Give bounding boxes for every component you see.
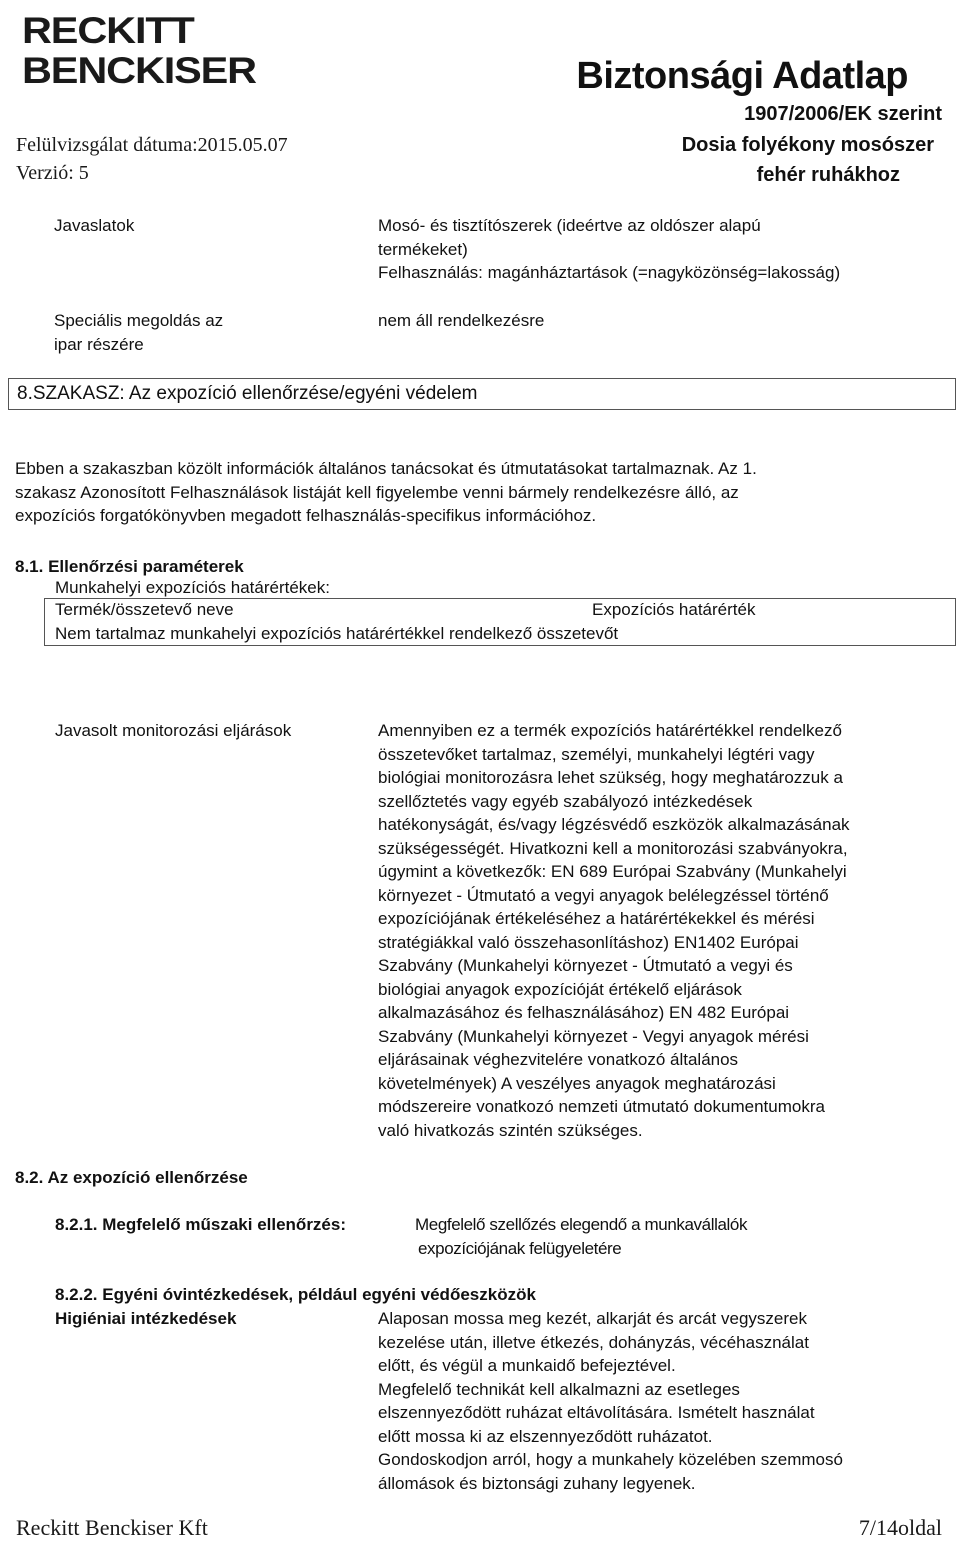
monitoring-line: úgymint a következők: EN 689 Európai Szabvány (Munkahelyi [378, 862, 847, 881]
regulation: 1907/2006/EK szerint [744, 103, 942, 125]
monitoring-line: hatékonyságát, és/vagy légzésvédő eszközök alkalmazásának [378, 815, 850, 834]
logo-line1: RECKITT [22, 10, 194, 51]
monitoring-line: biológiai monitorozásra lehet szükség, hogy meghatározzuk a [378, 768, 843, 787]
hygiene-line: elszennyeződött ruházat eltávolítására. Ismételt használat [378, 1403, 815, 1422]
monitoring-line: Szabvány (Munkahelyi környezet - Vegyi anyagok mérési [378, 1026, 809, 1046]
monitoring-line: szellőztetés vagy egyéb szabályozó intézkedések [378, 791, 753, 811]
industry-label [54, 309, 223, 356]
recommendations-value [378, 214, 840, 285]
ppe-heading: 8.2.2. Egyéni óvintézkedések, például egyéni védőeszközök [55, 1285, 536, 1304]
intro-line: Ebben a szakaszban közölt információk általános tanácsokat és útmutatásokat tartalmaznak. Az 1. [15, 459, 757, 478]
hygiene-line: kezelése után, illetve étkezés, dohányzás, vécéhasználat [378, 1332, 809, 1352]
monitoring-line: biológiai anyagok expozícióját értékelő eljárások [378, 979, 742, 999]
recommendations-line: termékeket) [378, 239, 468, 259]
intro-line: expozíciós forgatókönyvben megadott felhasználás-specifikus információhoz. [15, 506, 597, 525]
monitoring-line: stratégiákkal való összehasonlításhoz) EN1402 Európai [378, 932, 799, 952]
hygiene-line: Alaposan mossa meg kezét, alkarját és arcát vegyszerek [378, 1309, 807, 1328]
monitoring-label: Javasolt monitorozási eljárások [55, 721, 292, 740]
monitoring-line: környezet - Útmutató a vegyi anyagok belélegzéssel történő [378, 885, 829, 905]
control-params-heading: 8.1. Ellenőrzési paraméterek [15, 557, 244, 576]
product-name-line1: Dosia folyékony mosószer [681, 134, 934, 156]
section-8-heading-text: 8.SZAKASZ: Az expozíció ellenőrzése/egyéni védelem [17, 383, 478, 404]
hygiene-text [378, 1307, 843, 1495]
table-header-name: Termék/összetevő neve [55, 600, 234, 619]
monitoring-line: alkalmazásához és felhasználásához) EN 482 Európai [378, 1003, 790, 1022]
industry-label-line: ipar részére [54, 334, 144, 354]
industry-value: nem áll rendelkezésre [378, 311, 545, 330]
recommendations-line: Mosó- és tisztítószerek (ideértve az oldószer alapú [378, 216, 761, 235]
intro-line: szakasz Azonosított Felhasználások listáját kell figyelembe venni bármely rendelkezésre álló, az [15, 482, 739, 502]
monitoring-line: módszereire vonatkozó nemzeti útmutató dokumentumokra [378, 1097, 825, 1116]
monitoring-line: expozíciójának értékeléséhez a határértékekkel és mérési [378, 909, 815, 928]
table-header-limit: Expozíciós határérték [592, 600, 756, 619]
footer-page-number: 7/14oldal [858, 1515, 942, 1540]
monitoring-line: szükségességét. Hivatkozni kell a monitorozási szabványokra, [378, 838, 848, 858]
monitoring-line: eljárásainak véghezvitelére vonatkozó általános [378, 1050, 739, 1069]
table-row: Nem tartalmaz munkahelyi expozíciós határértékkel rendelkező összetevőt [55, 624, 619, 643]
hygiene-line: előtt, és végül a munkaidő befejeztével. [378, 1356, 676, 1375]
recommendations-label: Javaslatok [54, 216, 135, 235]
version: Verzió: 5 [16, 162, 89, 184]
monitoring-line: Amennyiben ez a termék expozíciós határértékkel rendelkező [378, 721, 842, 740]
monitoring-line: való hivatkozás szintén szükséges. [378, 1120, 643, 1140]
hygiene-line: állomások és biztonsági zuhany legyenek. [378, 1473, 696, 1493]
hygiene-line: előtt mossa ki az elszennyeződött ruházatot. [378, 1426, 713, 1446]
engineering-controls-line: Megfelelő szellőzés elegendő a munkavállalók [415, 1215, 748, 1234]
monitoring-text [378, 719, 850, 1142]
industry-label-line: Speciális megoldás az [54, 311, 224, 330]
section-8-intro [15, 457, 757, 528]
footer-company: Reckitt Benckiser Kft [16, 1515, 208, 1540]
exposure-control-heading: 8.2. Az expozíció ellenőrzése [15, 1168, 248, 1187]
engineering-controls-line: expozíciójának felügyeletére [418, 1239, 622, 1258]
recommendations-line: Felhasználás: magánháztartások (=nagyközönség=lakosság) [378, 263, 841, 282]
company-logo [22, 8, 256, 91]
workplace-limits-label: Munkahelyi expozíciós határértékek: [55, 578, 330, 597]
section-8-heading [8, 378, 956, 410]
hygiene-line: Gondoskodjon arról, hogy a munkahely közelében szemmosó [378, 1450, 843, 1469]
hygiene-line: Megfelelő technikát kell alkalmazni az esetleges [378, 1379, 740, 1399]
exposure-limits-table [44, 598, 956, 646]
monitoring-line: Szabvány (Munkahelyi környezet - Útmutató a vegyi és [378, 956, 793, 975]
engineering-controls-heading: 8.2.1. Megfelelő műszaki ellenőrzés: [55, 1215, 347, 1234]
review-date: Felülvizsgálat dátuma:2015.05.07 [16, 134, 288, 156]
monitoring-line: követelmények) A veszélyes anyagok meghatározási [378, 1073, 776, 1093]
document-title: Biztonsági Adatlap [576, 55, 908, 97]
hygiene-label: Higiéniai intézkedések [55, 1309, 237, 1328]
monitoring-line: összetevőket tartalmaz, személyi, munkahelyi légtéri vagy [378, 744, 815, 764]
product-name-line2: fehér ruhákhoz [756, 164, 900, 186]
logo-line2: BENCKISER [22, 50, 256, 91]
